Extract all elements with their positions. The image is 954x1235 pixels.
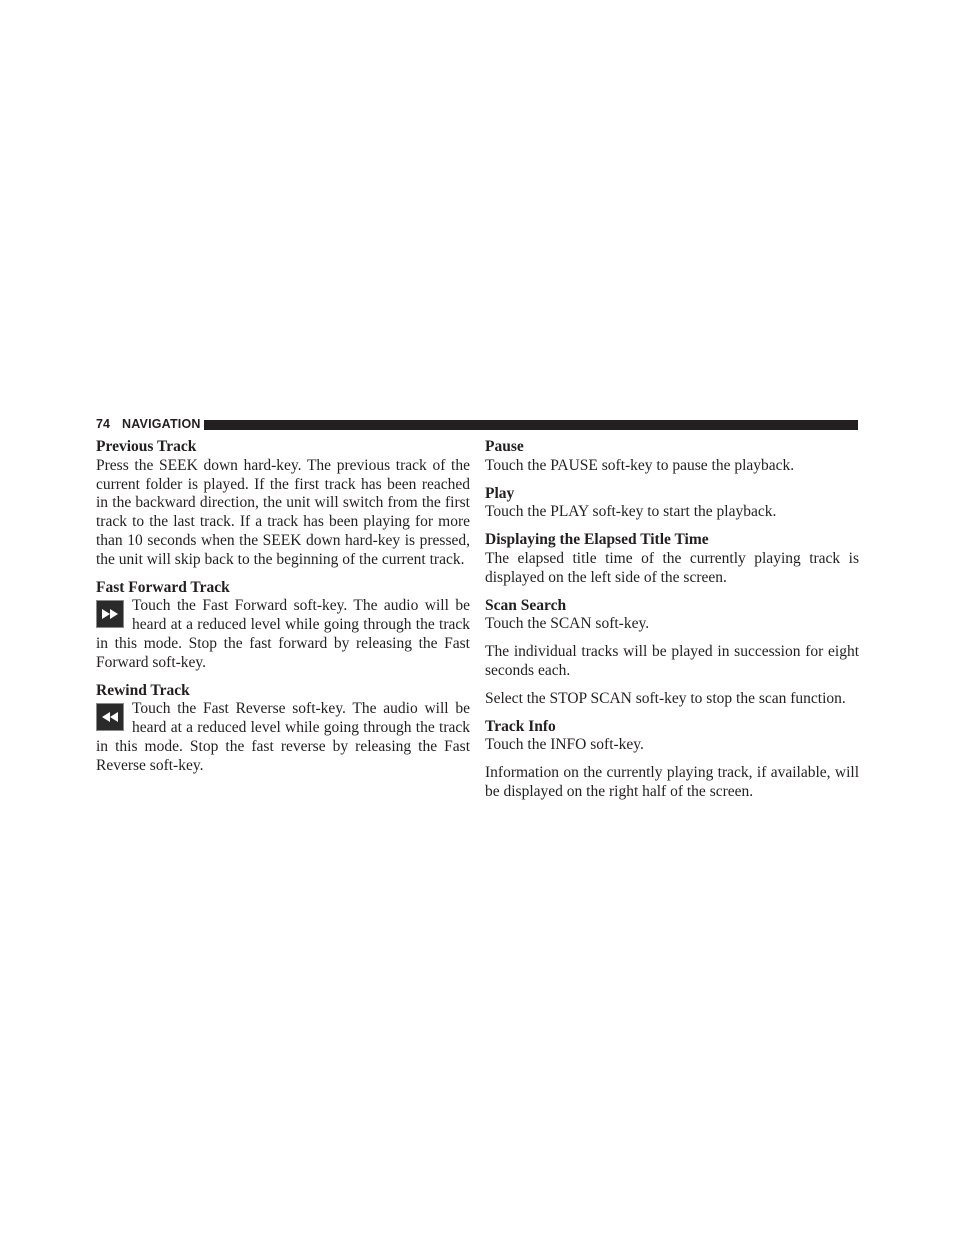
left-column bbox=[96, 438, 470, 785]
play-heading: Play bbox=[485, 484, 515, 502]
scan-search-body: Touch the SCAN soft-key. bbox=[485, 615, 650, 633]
track-info-heading: Track Info bbox=[485, 717, 556, 735]
header-rule bbox=[204, 420, 858, 430]
elapsed-time-section bbox=[485, 531, 859, 587]
pause-section bbox=[485, 438, 859, 476]
elapsed-time-heading: Displaying the Elapsed Title Time bbox=[485, 531, 709, 549]
rewind-section bbox=[96, 682, 470, 776]
fast-forward-icon bbox=[96, 600, 124, 628]
scan-search-heading: Scan Search bbox=[485, 596, 567, 614]
pause-body: Touch the PAUSE soft-key to pause the playback. bbox=[485, 456, 795, 474]
rewind-body: Touch the Fast Reverse soft-key. The audio will be heard at a reduced level while going through the track in this mode. Stop the fast reverse by releasing the Fast Reverse soft-key. bbox=[96, 700, 470, 774]
right-column bbox=[485, 438, 859, 811]
page-header bbox=[96, 417, 858, 431]
track-info-section bbox=[485, 718, 859, 802]
scan-search-body: The individual tracks will be played in succession for eight seconds each. bbox=[485, 643, 859, 679]
page-number: 74 bbox=[96, 417, 110, 431]
previous-track-heading: Previous Track bbox=[96, 438, 197, 455]
play-body: Touch the PLAY soft-key to start the playback. bbox=[485, 503, 777, 521]
track-info-body: Touch the INFO soft-key. bbox=[485, 736, 644, 754]
rewind-icon bbox=[96, 703, 124, 731]
scan-search-section bbox=[485, 597, 859, 709]
fast-forward-section bbox=[96, 579, 470, 673]
fast-forward-heading: Fast Forward Track bbox=[96, 578, 230, 596]
section-title: NAVIGATION bbox=[122, 417, 201, 431]
rewind-heading: Rewind Track bbox=[96, 681, 190, 699]
previous-track-body: Press the SEEK down hard-key. The previous track of the current folder is played. If the first track has been reached in the backward direction, the unit will switch from the first track to the last track. If a track has been playing for more than 10 seconds when the SEEK down hard-key is pressed, the unit will skip back to the beginning of the current track. bbox=[96, 456, 470, 568]
elapsed-time-body: The elapsed title time of the currently playing track is displayed on the left side of the screen. bbox=[485, 549, 859, 586]
previous-track-section bbox=[96, 438, 470, 570]
scan-search-body: Select the STOP SCAN soft-key to stop the scan function. bbox=[485, 689, 846, 707]
track-info-body: Information on the currently playing track, if available, will be displayed on the right half of the screen. bbox=[485, 764, 859, 800]
fast-forward-body: Touch the Fast Forward soft-key. The audio will be heard at a reduced level while going through the track in this mode. Stop the fast forward by releasing the Fast Forward soft-key. bbox=[96, 597, 470, 671]
pause-heading: Pause bbox=[485, 438, 524, 455]
play-section bbox=[485, 485, 859, 523]
